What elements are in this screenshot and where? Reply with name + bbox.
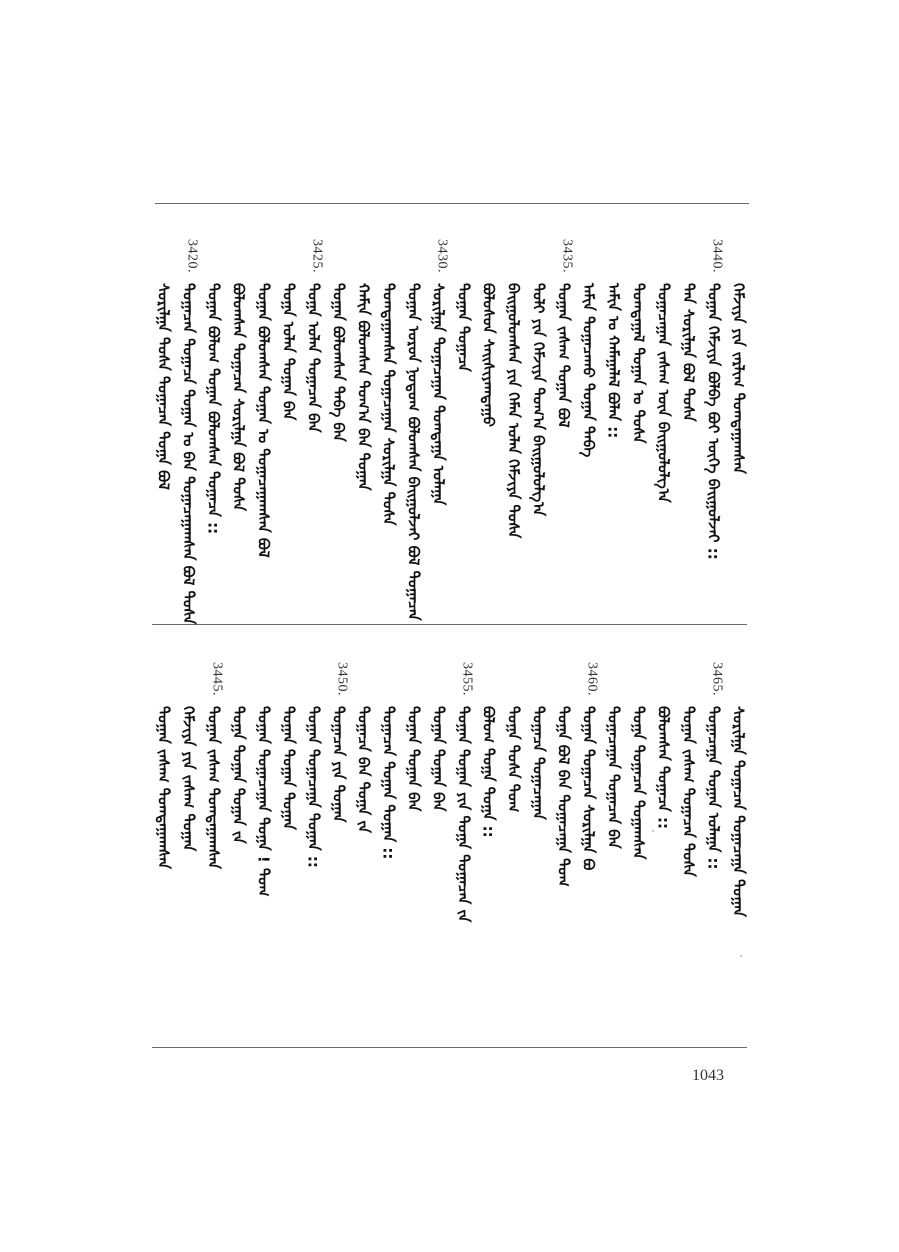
page-number: 1043 bbox=[692, 1067, 724, 1084]
verse-text: ᠲᠣᠭᠠᠨ ᠵᠠᠰᠠᠭ ᠲᠣᠭᠲᠠᠭᠠᠭᠰᠠᠨ bbox=[154, 706, 173, 870]
line-number: 3435. bbox=[559, 239, 575, 273]
scan-speck bbox=[740, 955, 742, 957]
verse-text: ᠲᠣᠭᠠᠴᠠᠨ ᠲᠣᠭᠠᠴᠠ ᠲᠣᠭᠠᠨ ᠤ ᠪᠠᠨ ᠲᠣᠭᠠᠴᠠᠭᠠᠭᠰᠠᠨ ᠪᠣᠯ ᠲᠤᠰᠠ bbox=[179, 283, 198, 625]
verse-line bbox=[501, 648, 525, 1038]
verse-text: ᠲᠣᠭᠠᠴᠠᠨ ᠶᠢᠨ ᠲᠣᠭᠠᠨ bbox=[329, 706, 348, 823]
verse-line bbox=[451, 225, 475, 615]
verse-text: ᠲᠣᠭᠠᠨ ᠲᠣᠭᠠᠨ ᠪᠠᠨ bbox=[429, 706, 448, 812]
verse-line bbox=[701, 225, 725, 615]
verse-line bbox=[426, 225, 450, 615]
verse-line bbox=[551, 648, 575, 1038]
verse-text: ᠪᠠᠢᠭᠤᠯᠤᠭᠰᠠᠨ ᠶᠢᠨ ᠬᠡᠮᠡᠨ ᠣᠯᠠᠨ ᠬᠡᠮᠵᠢᠶᠡ ᠲᠤᠰᠠ bbox=[504, 283, 523, 539]
top-rule bbox=[155, 203, 749, 204]
verse-line bbox=[201, 225, 225, 615]
verse-line bbox=[151, 225, 175, 615]
verse-line bbox=[326, 225, 350, 615]
verse-line bbox=[176, 648, 200, 1038]
verse-text: ᠲᠣᠭᠠᠨ ᠲᠣᠭᠠᠴᠠᠭᠠ ᠲᠣᠭᠠᠨ :: bbox=[304, 706, 323, 868]
verse-text: ᠲᠣᠭᠠᠴᠠ ᠪᠠᠨ ᠲᠣᠭᠠ ᠵᠠ bbox=[354, 706, 373, 834]
verse-text: ᠲᠣᠭᠠ ᠲᠣᠭᠠᠴᠠᠨ ᠲᠣᠭᠠᠭᠰᠠᠨ bbox=[629, 706, 648, 860]
upper-verse-block bbox=[150, 225, 750, 625]
verse-text: ᠲᠣᠭᠠᠨ ᠲᠣᠭᠠᠴᠠᠨ ᠰᠣᠷᠢᠯᠭᠠ ᠪᠣ bbox=[579, 706, 598, 871]
verse-line bbox=[501, 225, 525, 615]
verse-text: ᠲᠣᠭᠠᠨ ᠲᠣᠭᠠᠨ ᠲᠣᠭᠠᠨ bbox=[279, 706, 298, 830]
verse-text: ᠲᠣᠭᠠᠨ ᠣᠷᠤᠨ ᠨᠤᠲᠤᠭ ᠪᠣᠯᠤᠭᠰᠠᠨ ᠪᠠᠢᠭᠤᠯᠵᠠᠢ ᠪᠣᠯ ᠲᠣᠭᠠᠴᠠᠨ bbox=[404, 283, 423, 621]
verse-text: ᠲᠣᠭᠠᠴᠠ ᠲᠣᠭᠠᠴᠠᠭᠠᠨ bbox=[529, 706, 548, 820]
line-number: 3425. bbox=[309, 239, 325, 273]
verse-line bbox=[551, 225, 575, 615]
verse-text: ᠲᠣᠭᠠᠴᠠᠭᠠ ᠲᠣᠭᠠᠨ ᠤᠯᠠᠭᠠ :: bbox=[704, 706, 723, 870]
line-number: 3445. bbox=[209, 662, 225, 696]
verse-text: ᠲᠣᠭᠠ ᠪᠣᠯ ᠪᠠᠨ ᠲᠣᠭᠠᠴᠠᠭᠠ ᠲᠣᠭ bbox=[554, 706, 573, 887]
verse-line bbox=[376, 648, 400, 1038]
verse-text: ᠲᠣᠭᠠᠨ ᠪᠣᠯᠤᠭᠰᠠᠨ ᠲᠣᠭᠠᠨ ᠤ ᠲᠣᠭᠠᠴᠠᠭᠠᠭᠰᠠᠨ ᠪᠣᠯ bbox=[254, 283, 273, 558]
verse-text: ᠲᠣᠭᠠᠨ ᠪᠣᠯᠤᠭᠰᠠᠨ ᠲᠠᠪᠠ ᠪᠠᠨ bbox=[329, 283, 348, 442]
verse-line bbox=[226, 225, 250, 615]
verse-text: ᠬᠠᠮᠢᠨ ᠪᠣᠯᠤᠭᠰᠠᠨ ᠲᠣᠭ᠎ᠠ ᠪᠠᠨ ᠲᠣᠭᠠᠨ bbox=[354, 283, 373, 491]
verse-text: ᠲᠣᠭᠠᠴᠠᠭᠠᠨ ᠵᠠᠰᠠᠭ ᠦᠨ ᠪᠠᠢᠭᠤᠯᠤᠯᠭ᠎ᠠ bbox=[654, 283, 673, 503]
line-number: 3465. bbox=[709, 662, 725, 696]
verse-text: ᠪᠣᠯᠣᠰᠤᠨ ᠰᠠᠢᠰᠢᠶᠠᠭᠳᠠᠭᠤ bbox=[479, 283, 498, 427]
verse-line bbox=[576, 225, 600, 615]
verse-text: ᠲᠣᠭᠠᠨ ᠪᠣᠯᠤᠭ ᠲᠣᠭᠠᠨ ᠪᠣᠯᠤᠭᠰᠠᠨ ᠲᠣᠭᠠᠴᠠ :: bbox=[204, 283, 223, 535]
verse-text: ᠲᠣᠭᠠ ᠲᠣᠭᠠᠨ ᠲᠣᠭᠠᠨ ᠵᠠ bbox=[229, 706, 248, 844]
verse-text: ᠠᠮᠢᠨ ᠲᠣᠭᠠᠴᠠᠬᠤ ᠲᠣᠭᠠᠨ ᠲᠠᠪᠠ bbox=[579, 283, 598, 458]
verse-text: ᠲᠣᠭᠠ ᠲᠤᠰᠠ ᠲᠣᠭ bbox=[504, 706, 523, 813]
scan-speck bbox=[652, 830, 654, 832]
verse-text: ᠰᠣᠷᠢᠯᠭᠠ ᠲᠣᠭᠠᠴᠠᠭᠠᠨ ᠲᠣᠭᠲᠠᠭᠠ ᠤᠯᠠᠭᠠ bbox=[429, 283, 448, 506]
verse-text: ᠠᠮᠢᠨ ᠤ ᠬᠠᠮᠠᠭᠠᠯᠠᠯ ᠪᠣᠯᠠᠨ :: bbox=[604, 283, 623, 439]
verse-line bbox=[301, 648, 325, 1038]
verse-line bbox=[526, 648, 550, 1038]
verse-line bbox=[376, 225, 400, 615]
verse-line bbox=[726, 225, 750, 615]
verse-text: ᠲᠣᠭᠠᠨ ᠬᠡᠮᠵᠢᠶᠡ ᠪᠣᠯᠪᠠ ᠪᠤᠢ ᠦᠭᠡ ᠪᠠᠢᠭᠤᠯᠵᠠᠢ :: bbox=[704, 283, 723, 560]
verse-text: ᠲᠣᠭᠠ ᠣᠯᠠᠨ ᠲᠣᠭᠠᠴᠠᠨ ᠪᠠᠨ bbox=[304, 283, 323, 433]
verse-text: ᠰᠣᠷᠢᠯᠭᠠ ᠲᠣᠭᠠᠴᠠᠨ ᠲᠣᠭᠠᠴᠠᠭᠠ ᠲᠣᠭᠠᠨ bbox=[729, 706, 748, 917]
line-number: 3430. bbox=[434, 239, 450, 273]
verse-line bbox=[526, 225, 550, 615]
verse-line bbox=[651, 648, 675, 1038]
verse-line bbox=[626, 225, 650, 615]
verse-line bbox=[301, 225, 325, 615]
verse-line bbox=[251, 225, 275, 615]
verse-text: ᠰᠣᠷᠢᠯᠭᠠ ᠲᠤᠰᠠ ᠲᠣᠭᠠᠴᠠᠨ ᠲᠣᠭᠠ ᠪᠣᠯ bbox=[154, 283, 173, 490]
verse-line bbox=[226, 648, 250, 1038]
line-number: 3440. bbox=[709, 239, 725, 273]
verse-line bbox=[601, 648, 625, 1038]
verse-text: ᠲᠣᠭᠠᠨ ᠵᠠᠰᠠᠭ ᠲᠣᠭᠲᠠᠭᠠᠭᠰᠠᠨ bbox=[204, 706, 223, 870]
verse-text: ᠪᠣᠯᠤᠭᠰᠠᠨ ᠲᠣᠭᠠᠴᠠᠨ ᠰᠣᠷᠢᠯᠭᠠ ᠪᠣᠯ ᠲᠤᠰᠠ bbox=[229, 283, 248, 512]
verse-line bbox=[151, 648, 175, 1038]
verse-line bbox=[676, 648, 700, 1038]
verse-line bbox=[326, 648, 350, 1038]
verse-line bbox=[476, 648, 500, 1038]
verse-line bbox=[676, 225, 700, 615]
verse-text: ᠲᠣᠭᠠ ᠣᠯᠠᠨ ᠲᠣᠭᠠᠨ ᠪᠠᠨ bbox=[279, 283, 298, 421]
verse-text: ᠬᠡᠮᠵᠢᠶᠡ ᠶᠢᠨ ᠵᠠᠰᠠᠭ ᠲᠣᠭᠠᠨ bbox=[179, 706, 198, 852]
verse-line bbox=[701, 648, 725, 1038]
verse-line bbox=[276, 648, 300, 1038]
verse-text: ᠲᠣᠭᠠᠨ ᠵᠠᠰᠠᠭ ᠲᠣᠭᠠᠨ ᠪᠣᠯ bbox=[554, 283, 573, 428]
verse-text: ᠲᠣᠭᠲᠠᠭᠠᠯ ᠲᠣᠭᠠᠨ ᠤ ᠲᠤᠰᠠ bbox=[629, 283, 648, 444]
line-number: 3455. bbox=[459, 662, 475, 696]
verse-line bbox=[451, 648, 475, 1038]
verse-line bbox=[601, 225, 625, 615]
verse-line bbox=[176, 225, 200, 625]
verse-text: ᠲᠣᠭᠠᠨ ᠲᠣᠭᠠᠴᠠ bbox=[454, 283, 473, 372]
verse-line bbox=[401, 648, 425, 1038]
line-number: 3460. bbox=[584, 662, 600, 696]
bottom-rule bbox=[152, 1047, 747, 1048]
verse-text: ᠲᠠᠨ ᠰᠣᠷᠢᠯᠭᠠ ᠪᠣᠯ ᠲᠤᠰᠠ bbox=[679, 283, 698, 422]
verse-text: ᠬᠡᠮᠵᠢᠶᠡ ᠶᠢᠨ ᠵᠠᠷᠯᠢᠭ ᠲᠣᠭᠲᠠᠭᠠᠭᠰᠠᠨ bbox=[729, 283, 748, 474]
line-number: 3450. bbox=[334, 662, 350, 696]
verse-text: ᠪᠣᠯᠤᠭ ᠲᠣᠭᠠ ᠲᠣᠭᠠ :: bbox=[479, 706, 498, 838]
verse-text: ᠲᠣᠭᠲᠠᠭᠠᠭᠰᠠᠨ ᠲᠣᠭᠠᠴᠠᠭᠠᠨ ᠰᠣᠷᠢᠯᠭᠠ ᠲᠤᠰᠠ bbox=[379, 283, 398, 526]
verse-line bbox=[401, 225, 425, 621]
verse-text: ᠲᠣᠭᠠᠴᠠᠨ ᠲᠣᠭᠠᠨ ᠲᠣᠭᠠᠨ :: bbox=[379, 706, 398, 860]
line-number: 3420. bbox=[184, 239, 200, 273]
verse-line bbox=[251, 648, 275, 1038]
lower-verse-block bbox=[150, 648, 750, 1038]
verse-text: ᠪᠣᠯᠤᠭᠰᠠᠨ ᠲᠣᠭᠠᠴᠠ :: bbox=[654, 706, 673, 829]
middle-rule bbox=[152, 624, 747, 625]
verse-text: ᠲᠣᠭᠠᠨ ᠲᠣᠭᠠᠨ ᠪᠠᠨ bbox=[404, 706, 423, 812]
verse-line bbox=[201, 648, 225, 1038]
verse-text: ᠲᠣᠭᠠᠨ ᠲᠣᠭᠠᠴᠠᠭᠠᠨ ᠲᠣᠭᠠ ! ᠲᠣᠭ bbox=[254, 706, 273, 897]
verse-text: ᠲᠣᠭᠠᠨ ᠲᠣᠭᠠᠨ ᠶᠢᠨ ᠲᠣᠭᠠ ᠲᠣᠭᠠᠴᠠᠨ ᠵᠠ bbox=[454, 706, 473, 923]
verse-text: ᠲᠣᠭᠠᠴᠠᠭᠠᠨ ᠲᠣᠭᠠᠴᠠᠨ ᠪᠠᠨ bbox=[604, 706, 623, 849]
verse-line bbox=[351, 648, 375, 1038]
verse-text: ᠲᠣᠭᠠᠨ ᠵᠠᠰᠠᠭ ᠲᠣᠭᠠᠴᠠᠨ ᠲᠤᠰᠠ bbox=[679, 706, 698, 877]
verse-line bbox=[576, 648, 600, 1038]
verse-line bbox=[651, 225, 675, 615]
verse-line bbox=[351, 225, 375, 615]
verse-line bbox=[476, 225, 500, 615]
verse-line bbox=[726, 648, 750, 1038]
verse-line bbox=[626, 648, 650, 1038]
verse-text: ᠲᠣᠯᠢ ᠶᠢᠨ ᠬᠡᠮᠵᠢᠶᠡ ᠲᠣᠭ᠎ᠠ ᠪᠠᠢᠭᠤᠯᠤᠯᠭ᠎ᠠ bbox=[529, 283, 548, 517]
verse-line bbox=[426, 648, 450, 1038]
verse-line bbox=[276, 225, 300, 615]
